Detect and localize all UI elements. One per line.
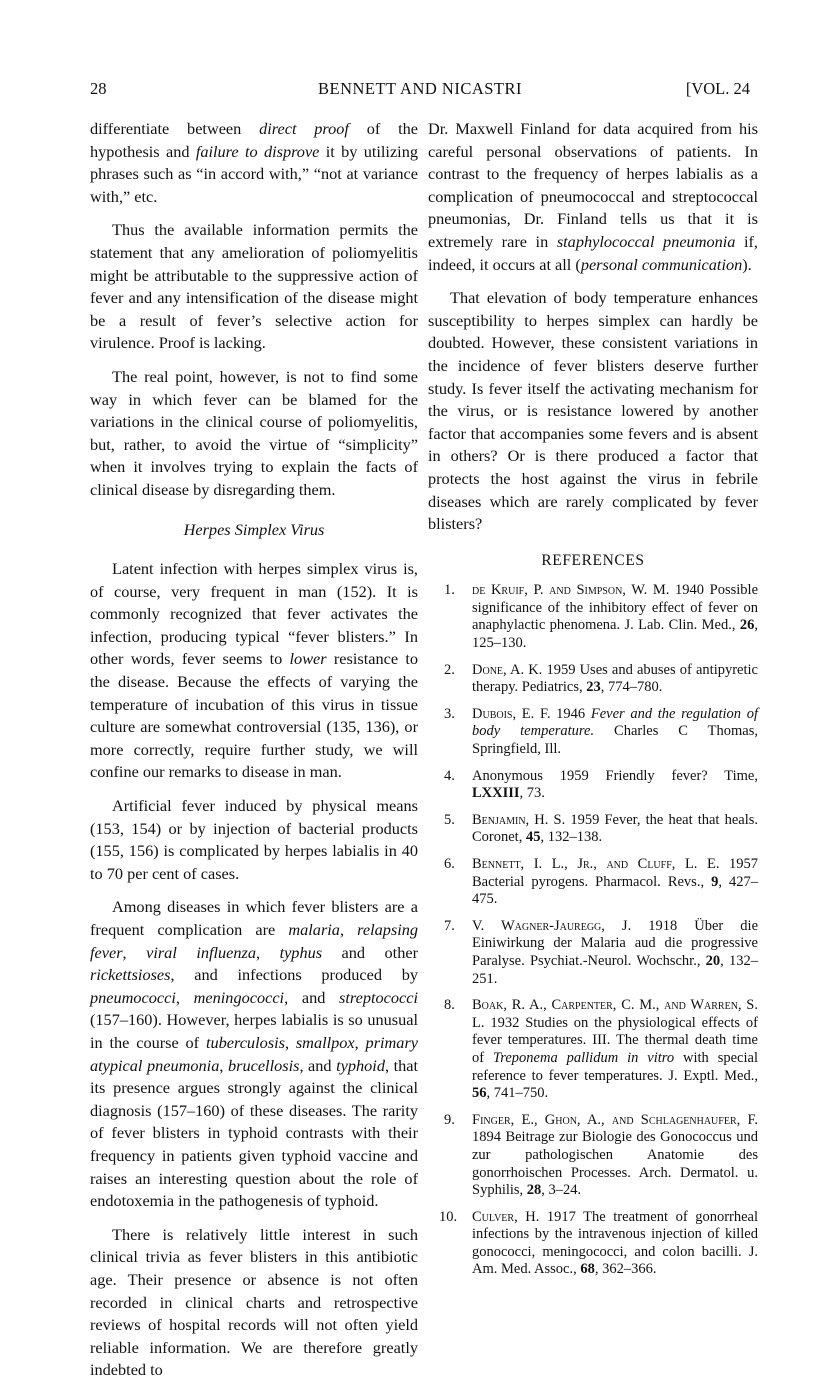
reference-number: 7. — [444, 917, 455, 934]
running-header — [90, 79, 750, 103]
reference-text: 1917 The treatment of gonorrheal infections by the intravenous injection of killed gonococci, meningococci, and colon bacilli. J. Am. Med. Assoc., — [472, 1208, 758, 1278]
reference-text: Anonymous 1959 Friendly fever? Time, — [472, 767, 758, 784]
reference-author: Boak, R. A., Carpenter, C. M., and Warren, S. L. — [472, 997, 758, 1031]
reference-pages: , 73. — [519, 785, 545, 802]
reference-italic-title: Treponema pallidum in vitro — [493, 1049, 675, 1066]
references-heading: REFERENCES — [541, 551, 645, 569]
reference-text: 1918 Über die Einiwirkung der Malaria aud die progressive Paralyse. Psychiat.-Neurol. Wochschr., — [472, 917, 759, 969]
reference-pages: , 741–750. — [486, 1085, 549, 1102]
reference-number: 1. — [444, 582, 455, 599]
reference-pages: , 427–475. — [472, 873, 758, 908]
reference-author: Benjamin, H. S. — [472, 811, 566, 828]
reference-item — [428, 768, 758, 803]
reference-list — [428, 582, 758, 1279]
reference-text: with special reference to fever temperatures. J. Exptl. Med., — [472, 1049, 758, 1084]
reference-author: V. Wagner-Jauregg, J. — [472, 917, 632, 934]
reference-number: 9. — [444, 1111, 455, 1128]
reference-text: 1894 Beitrage zur Biologie des Gonococcus und zur pathologischen Anatomie des gonorrhoischen Processes. Arch. Dermatol. u. Syphilis, — [472, 1129, 758, 1199]
reference-text: 1959 Uses and abuses of antipyretic therapy. Pediatrics, — [472, 661, 758, 696]
reference-text: 1959 Fever, the heat that heals. Coronet, — [472, 811, 758, 846]
reference-number: 3. — [444, 705, 455, 722]
reference-text: 1940 Possible significance of the inhibitory effect of fever on anaphylactic phenomena. J. Lab. Clin. Med., — [472, 582, 759, 634]
paragraph: That elevation of body temperature enhances susceptibility to herpes simplex can hardly be doubted. However, these consistent variations in the incidence of fever blisters deserve further study. Is fever itself the activating mechanism for the virus, or is resistance lowered by another factor that accompanies some fevers and is absent in others? Or is there produced a factor that protects the host against the virus in febrile diseases which are rarely complicated by fever blisters? — [428, 288, 758, 534]
reference-author: Dubois, E. F. — [472, 705, 551, 722]
reference-italic-title: Fever and the regulation of body temperature. — [472, 705, 758, 740]
reference-item — [428, 918, 758, 988]
reference-item — [428, 812, 758, 847]
reference-number: 2. — [444, 661, 455, 678]
reference-item — [428, 706, 758, 759]
reference-author: de Kruif, P. and Simpson, W. M. — [472, 582, 670, 599]
reference-volume: LXXIII — [472, 785, 520, 802]
running-title-authors: BENNETT AND NICASTRI — [317, 79, 523, 98]
reference-number: 6. — [444, 856, 455, 872]
volume-label: [VOL. 24 — [685, 79, 750, 98]
reference-item — [428, 582, 758, 652]
paragraph: There is relatively little interest in such clinical trivia as fever blisters in this antibiotic age. Their presence or absence is not often recorded in clinical charts and retrospective reviews of hospital records will not often yield reliable information. We are therefore greatly indebted to — [90, 1224, 418, 1380]
reference-volume: 20 — [705, 952, 721, 969]
right-column — [428, 118, 758, 1288]
reference-volume: 26 — [739, 617, 755, 634]
left-column — [90, 118, 418, 1393]
reference-volume: 23 — [586, 679, 601, 696]
reference-volume: 56 — [472, 1085, 487, 1102]
paragraph: Artificial fever induced by physical means (153, 154) or by injection of bacterial products (155, 156) is complicated by herpes labialis in 40 to 70 per cent of cases. — [90, 796, 418, 883]
reference-pages: , 3–24. — [541, 1182, 582, 1199]
reference-pages: , 362–366. — [594, 1261, 657, 1278]
reference-author: Bennett, I. L., Jr., and Cluff, L. E. — [472, 856, 720, 872]
paragraph: differentiate between direct proof of the hypothesis and failure to disprove it by utilizing phrases such as “in accord with,” “not at variance with,” etc. — [90, 119, 419, 206]
reference-pages: Charles C Thomas, Springfield, Ill. — [472, 723, 758, 758]
reference-item — [428, 997, 758, 1103]
reference-volume: 45 — [525, 829, 541, 846]
reference-item — [428, 1112, 758, 1200]
reference-text: 1932 Studies on the physiological effects of fever temperatures. III. The thermal death time of — [472, 1014, 758, 1066]
paragraph: Among diseases in which fever blisters are a frequent complication are malaria, relapsing fever, viral influenza, typhus and other rickettsioses, and infections produced by pneumococci, meningococci, and streptococci (157–160). However, herpes labialis is so unusual in the course of tuberculosis, smallpox, primary atypical pneumonia, brucellosis, and typhoid, that its presence argues strongly against the clinical diagnosis (157–160) of these diseases. The rarity of fever blisters in typhoid contrasts with their frequency in patients given typhoid vaccine and raises an interesting question about the role of endotoxemia in the pathogenesis of typhoid. — [90, 897, 419, 1211]
reference-volume: 68 — [580, 1261, 595, 1278]
reference-number: 5. — [444, 811, 455, 828]
paragraph: Thus the available information permits the statement that any amelioration of poliomyelitis might be attributable to the suppressive action of fever and any intensification of the disease might be a result of fever’s selective action for virulence. Proof is lacking. — [90, 220, 418, 353]
reference-pages: , 132–251. — [472, 952, 759, 987]
reference-pages: , 125–130. — [472, 617, 758, 652]
reference-author: Done, A. K. — [472, 661, 543, 678]
paragraph: The real point, however, is not to find some way in which fever can be blamed for the variations in the clinical course of poliomyelitis, but, rather, to avoid the virtue of “simplicity” when it involves trying to explain the facts of clinical disease by disregarding them. — [90, 366, 418, 499]
paragraph: Dr. Maxwell Finland for data acquired from his careful personal observations of patients. In contrast to the frequency of herpes labialis as a complication of pneumococcal and streptococcal pneumonias, Dr. Finland tells us that it is extremely rare in staphylococcal pneumonia if, indeed, it occurs at all (personal communication). — [428, 119, 759, 274]
reference-number: 4. — [444, 767, 455, 784]
reference-author: Culver, H. — [472, 1208, 540, 1225]
reference-item — [428, 1209, 758, 1279]
reference-text: 1946 — [550, 705, 591, 722]
reference-number: 10. — [439, 1208, 458, 1225]
reference-volume: 28 — [526, 1182, 542, 1199]
page-number: 28 — [90, 79, 107, 98]
reference-pages: , 774–780. — [600, 679, 663, 696]
reference-number: 8. — [444, 997, 455, 1014]
paragraph: Latent infection with herpes simplex virus is, of course, very frequent in man (152). It is commonly recognized that fever activates the infection, producing typical “fever blisters.” In other words, fever seems to lower resistance to the disease. Because the effects of varying the temperature of incubation of this virus in tissue culture are somewhat controversial (135, 136), or more correctly, require further study, we will confine our remarks to disease in man. — [90, 559, 419, 782]
section-title: Herpes Simplex Virus — [183, 519, 325, 539]
reference-item — [428, 856, 758, 909]
reference-pages: , 132–138. — [540, 829, 603, 846]
reference-text: 1957 Bacterial pyrogens. Pharmacol. Revs., — [472, 856, 758, 890]
reference-volume: 9 — [711, 873, 719, 890]
reference-author: Finger, E., Ghon, A., and Schlagenhaufer, F. — [472, 1111, 758, 1128]
reference-item — [428, 662, 758, 697]
